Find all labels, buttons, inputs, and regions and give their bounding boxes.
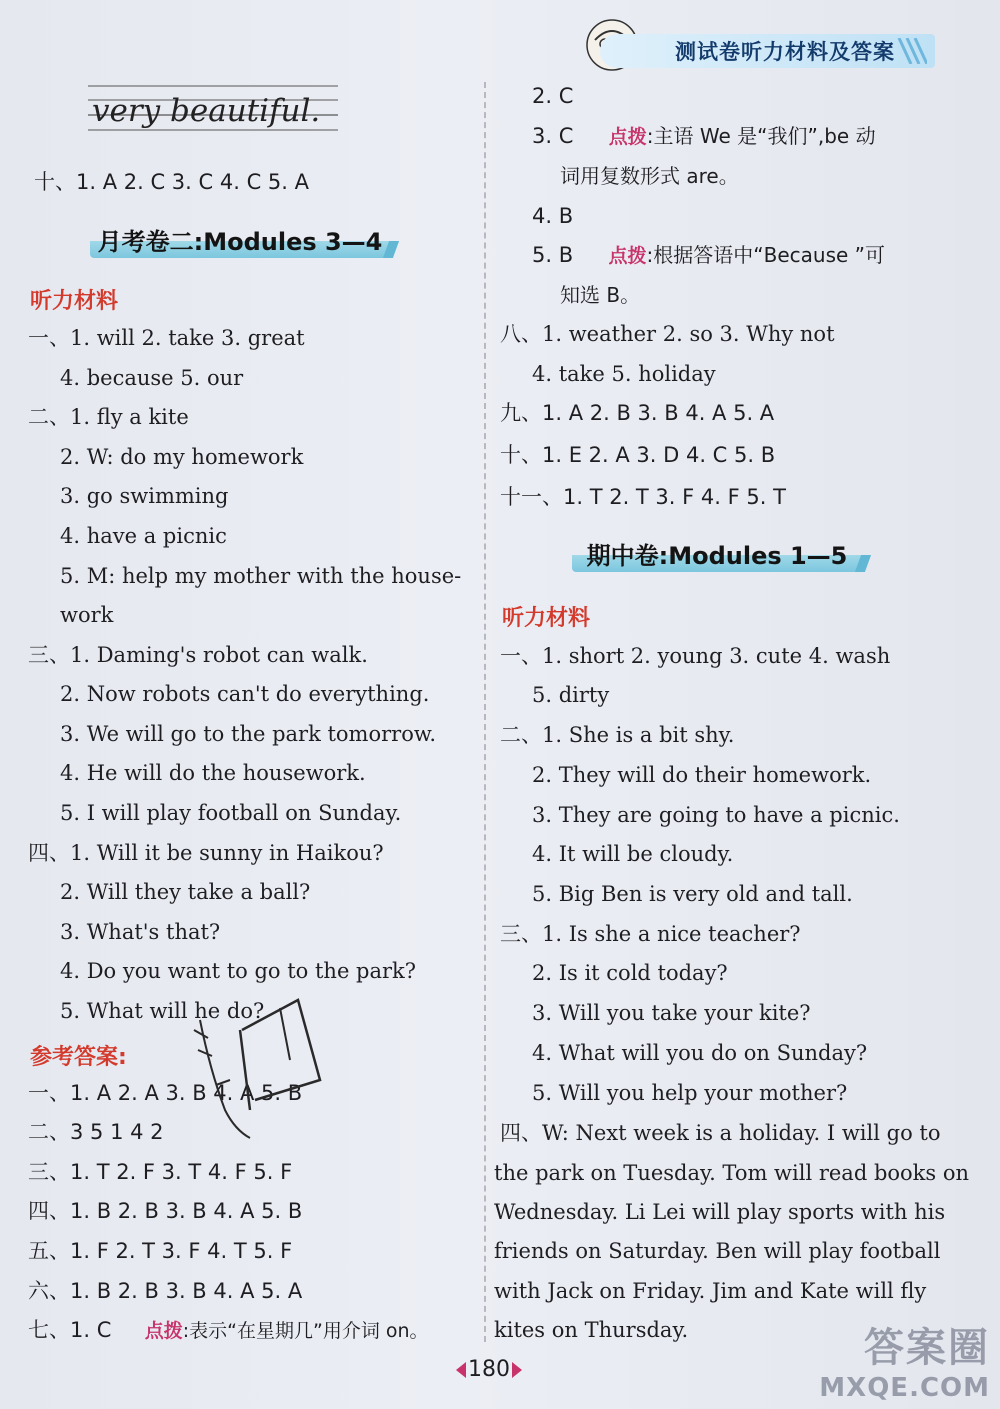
listen-line: 三、1. Daming's robot can walk. <box>28 643 368 667</box>
section-title-monthly: 月考卷二:Modules 3—4 <box>90 220 390 258</box>
tip-text: 词用复数形式 are。 <box>560 164 739 188</box>
page-number <box>456 1357 522 1382</box>
listen-line: 5. What will he do? <box>60 999 265 1023</box>
listen-line: 5. M: help my mother with the house- <box>60 564 462 588</box>
listen-line: 4. have a picnic <box>60 524 227 548</box>
listen-line: with Jack on Friday. Jim and Kate will fly <box>494 1279 927 1303</box>
tip-label: 点拨 <box>608 245 647 267</box>
answer-text: 七、1. C <box>28 1318 112 1342</box>
column-divider <box>484 82 486 1342</box>
answer-line: 4. take 5. holiday <box>532 362 716 386</box>
listen-line: 4. Do you want to go to the park? <box>60 959 417 983</box>
listen-line: 5. dirty <box>532 683 610 707</box>
answer-line: 三、1. T 2. F 3. T 4. F 5. F <box>28 1160 293 1184</box>
listen-line: 4. It will be cloudy. <box>532 842 734 866</box>
answer-line: 五、1. F 2. T 3. F 4. T 5. F <box>28 1239 293 1263</box>
tip-label: 点拨 <box>144 1320 183 1342</box>
answer-line: 十、1. A 2. C 3. C 4. C 5. A <box>34 170 309 194</box>
listen-line: 4. What will you do on Sunday? <box>532 1041 868 1065</box>
answer-line: 十一、1. T 2. T 3. F 4. F 5. T <box>500 485 786 509</box>
answer-text: 3. C <box>532 124 574 148</box>
listen-line: 四、W: Next week is a holiday. I will go to <box>500 1121 941 1145</box>
answer-line: 十、1. E 2. A 3. D 4. C 5. B <box>500 443 776 467</box>
watermark <box>819 1316 990 1403</box>
listen-line: 3. What's that? <box>60 920 221 944</box>
tip-text: :表示“在星期几”用介词 on。 <box>182 1320 429 1342</box>
listen-line: 5. I will play football on Sunday. <box>60 801 402 825</box>
answer-line: 九、1. A 2. B 3. B 4. A 5. A <box>500 401 775 425</box>
section-title-midterm: 期中卷:Modules 1—5 <box>572 534 862 572</box>
header-band <box>600 34 935 68</box>
listen-line: 5. Big Ben is very old and tall. <box>532 882 853 906</box>
handwriting-lines <box>88 82 338 138</box>
listen-line: 二、1. fly a kite <box>28 405 189 429</box>
listen-line: the park on Tuesday. Tom will read books on <box>494 1161 970 1185</box>
listen-line: 4. He will do the housework. <box>60 761 366 785</box>
answer-line: 4. B <box>532 204 574 228</box>
listen-line: 2. Is it cold today? <box>532 961 728 985</box>
listen-line: 4. because 5. our <box>60 366 244 390</box>
tip-text: 知选 B。 <box>560 283 641 307</box>
listen-line: kites on Thursday. <box>494 1318 689 1342</box>
header-title: 测试卷听力材料及答案 <box>675 40 895 64</box>
answer-line: 2. C <box>532 84 574 108</box>
listen-line: 2. They will do their homework. <box>532 763 872 787</box>
listen-line: 3. Will you take your kite? <box>532 1001 811 1025</box>
listening-header: 听力材料 <box>502 606 591 631</box>
next-arrow-icon <box>512 1362 522 1378</box>
stripes-decoration-icon <box>897 38 927 64</box>
listen-line: 3. They are going to have a picnic. <box>532 803 900 827</box>
listen-line: 2. Now robots can't do everything. <box>60 682 430 706</box>
handwriting-text: very beautiful. <box>92 93 321 129</box>
listen-line: 5. Will you help your mother? <box>532 1081 848 1105</box>
watermark-cn: 答案圈 <box>864 1325 990 1371</box>
answer-line-with-tip <box>532 122 876 151</box>
answer-text: 5. B <box>532 243 574 267</box>
listen-line: work <box>60 603 114 627</box>
answer-line: 八、1. weather 2. so 3. Why not <box>500 322 835 346</box>
tip-text: :根据答语中“Because ”可 <box>646 243 886 267</box>
listen-line: 2. W: do my homework <box>60 445 304 469</box>
listen-line: 一、1. will 2. take 3. great <box>28 326 305 350</box>
answer-line-with-tip <box>28 1316 429 1345</box>
watermark-url: MXQE.COM <box>819 1373 990 1403</box>
answer-header: 参考答案: <box>30 1045 127 1070</box>
answer-line: 六、1. B 2. B 3. B 4. A 5. A <box>28 1279 303 1303</box>
listen-line: 一、1. short 2. young 3. cute 4. wash <box>500 644 891 668</box>
listen-line: 四、1. Will it be sunny in Haikou? <box>28 841 384 865</box>
listen-line: 二、1. She is a bit shy. <box>500 723 735 747</box>
listen-line: 3. We will go to the park tomorrow. <box>60 722 436 746</box>
answer-line-with-tip <box>532 241 885 270</box>
answer-line: 二、3 5 1 4 2 <box>28 1120 164 1144</box>
page-number-text: 180 <box>468 1357 510 1382</box>
listen-line: 三、1. Is she a nice teacher? <box>500 922 801 946</box>
answer-line: 一、1. A 2. A 3. B 4. A 5. B <box>28 1081 303 1105</box>
pen-scribble-drawing <box>180 990 340 1140</box>
tip-label: 点拨 <box>608 126 647 148</box>
listen-line: friends on Saturday. Ben will play football <box>494 1239 941 1263</box>
prev-arrow-icon <box>456 1362 466 1378</box>
listen-line: 2. Will they take a ball? <box>60 880 311 904</box>
answer-line: 四、1. B 2. B 3. B 4. A 5. B <box>28 1199 303 1223</box>
listening-header: 听力材料 <box>30 289 119 314</box>
listen-line: Wednesday. Li Lei will play sports with his <box>494 1200 946 1224</box>
listen-line: 3. go swimming <box>60 484 229 508</box>
tip-text: :主语 We 是“我们”,be 动 <box>646 124 876 148</box>
